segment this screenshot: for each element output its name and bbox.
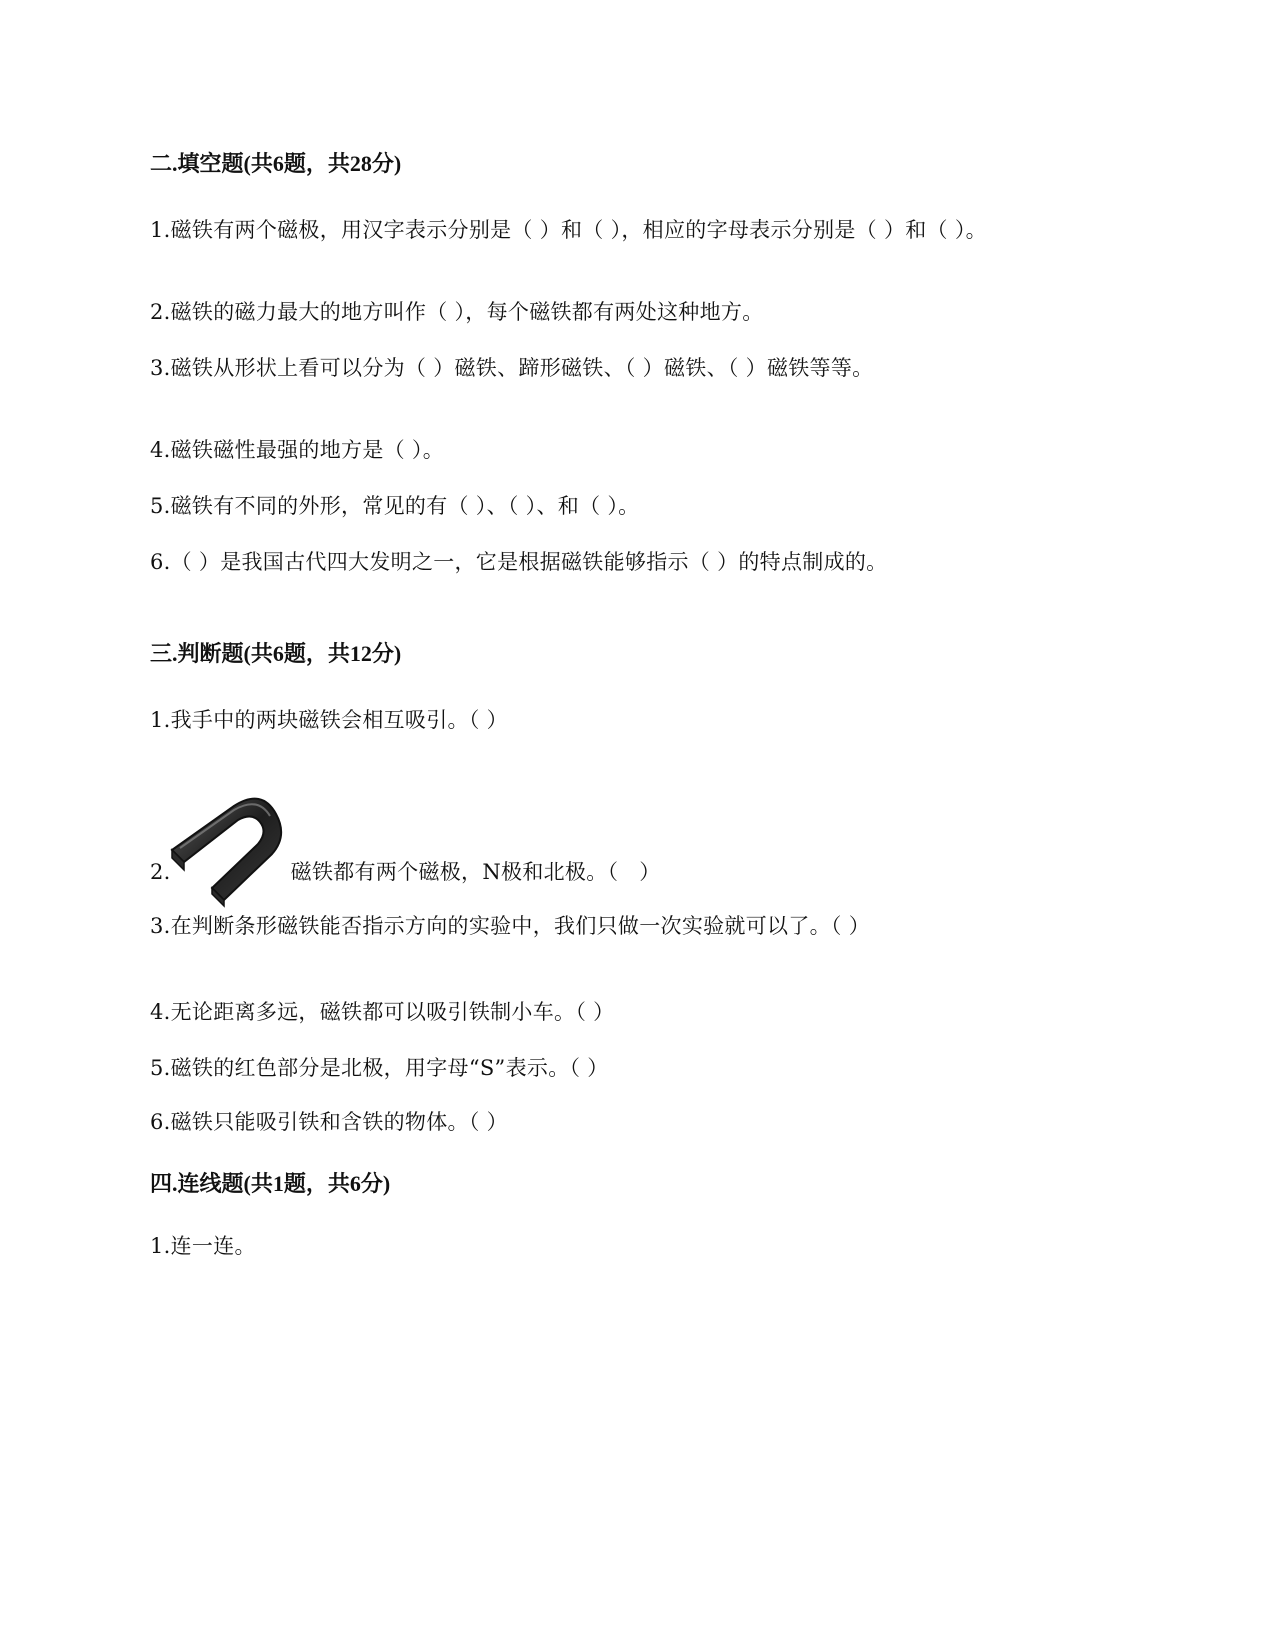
true-false-question-4: 4.无论距离多远，磁铁都可以吸引铁制小车。（ ）	[150, 1000, 615, 1024]
true-false-question-1: 1.我手中的两块磁铁会相互吸引。（ ）	[150, 708, 508, 732]
fill-blank-question-1: 1.磁铁有两个磁极，用汉字表示分别是（ ）和（ ），相应的字母表示分别是（ ）和（ ）。	[150, 218, 987, 242]
fill-blank-question-5: 5.磁铁有不同的外形，常见的有（ ）、（ ）、和（ ）。	[150, 494, 640, 518]
true-false-question-3: 3.在判断条形磁铁能否指示方向的实验中，我们只做一次实验就可以了。（ ）	[150, 914, 871, 938]
true-false-question-2-text: 磁铁都有两个磁极，N极和北极。（ ）	[290, 860, 661, 884]
true-false-question-6: 6.磁铁只能吸引铁和含铁的物体。（ ）	[150, 1110, 508, 1134]
true-false-question-2	[150, 856, 1110, 888]
section-matching-title: 四.连线题(共1题，共6分)	[150, 1171, 391, 1196]
fill-blank-question-2: 2.磁铁的磁力最大的地方叫作（ ），每个磁铁都有两处这种地方。	[150, 300, 764, 324]
fill-blank-question-4: 4.磁铁磁性最强的地方是（ ）。	[150, 438, 445, 462]
section-true-false-title: 三.判断题(共6题，共12分)	[150, 641, 402, 666]
fill-blank-question-3: 3.磁铁从形状上看可以分为（ ）磁铁、蹄形磁铁、（ ）磁铁、（ ）磁铁等等。	[150, 356, 874, 380]
horseshoe-magnet-icon	[168, 792, 296, 908]
matching-question-1: 1.连一连。	[150, 1234, 256, 1258]
true-false-question-2-number: 2.	[150, 860, 171, 884]
section-fill-blank-title: 二.填空题(共6题，共28分)	[150, 151, 402, 176]
fill-blank-question-6: 6.（ ）是我国古代四大发明之一，它是根据磁铁能够指示（ ）的特点制成的。	[150, 550, 888, 574]
true-false-question-5: 5.磁铁的红色部分是北极，用字母“S”表示。（ ）	[150, 1056, 609, 1080]
